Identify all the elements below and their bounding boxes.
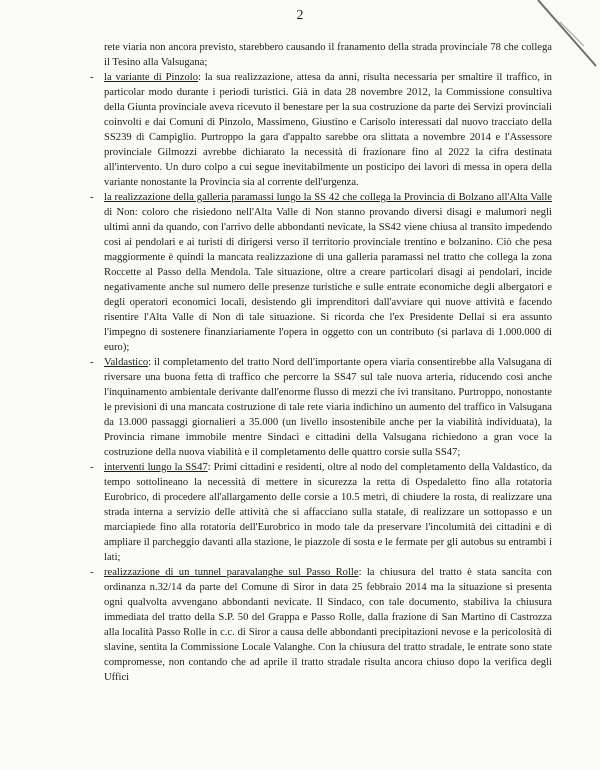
- item-text: : il completamento del tratto Nord dell'importante opera viaria consentirebbe alla Valsugana di riversare una buona fetta di traffico che percorre la SS47 sul tale nuova arteria, riducendo così anche l'inquinamento ambientale derivante dall'enorme flusso di mezzi che ivi transitano. Purtroppo, nonostante le previsioni di una mancata costruzione di tale rete viaria indichino un aumento del traffico in Valsugana da 13.000 passaggi giornalieri a 35.000 (un livello insostenibile anche per la viabilità individuata), la Provincia rimane immobile mentre Sindaci e cittadini della Valsugana richiedono a gran voce la costruzione della nuova viabilità e il completamento delle quattro corsie sulla SS47;: [104, 357, 552, 458]
- item-text: : la chiusura del tratto è stata sancita con ordinanza n.32/14 da parte del Comune di Siror in data 25 febbraio 2014 ma la situazione si presenta ogni qualvolta avvengano abbondanti nevicate. Il Sindaco, con tale documento, stabiliva la chiusura immediata del tratto della S.P. 50 del Grappa e Passo Rolle, dalla frazione di San Martino di Castrozza alla località Passo Rolle in c.c. di Siror a causa delle abbondanti precipitazioni nevose e la pericolosità di slavine, sentita la Commissione Locale Valanghe. Con la chiusura del tratto stradale, le entrate sono state compromesse, non contando che ad aprile il tratto stradale risulta ancora chiuso dopo la verifica degli Uffici: [104, 567, 552, 683]
- item-text: : Primi cittadini e residenti, oltre al nodo del completamento della Valdastico, da tempo sottolineano la necessità di mettere in sicurezza la retta di Ospedaletto fino alla rotatoria Eurobrico, di procedere all'allargamento delle corsie a 10.5 metri, di chiudere la rosta, di realizzare una strada interna a servizio delle attività che si affacciano sulla statale, di realizzare un sottopasso e un marciapiede fino alla rotatoria dell'Eurobrico in modo tale da preservare l'incolumità dei cittadini e di ampliare il parcheggio davanti alla stazione, le piazzole di sosta e le fermate per gli autobus su entrambi i lati;: [104, 462, 553, 563]
- list-item: [90, 460, 552, 565]
- list-item: [90, 70, 552, 190]
- list-item: [90, 190, 552, 355]
- item-topic: interventi lungo la SS47: [104, 462, 208, 473]
- list-bullet: -: [90, 462, 94, 473]
- intro-paragraph: rete viaria non ancora previsto, starebbero causando il franamento della strada provinciale 78 che collega il Tesino alla Valsugana;: [104, 42, 552, 68]
- item-text: di Non: coloro che risiedono nell'Alta Valle di Non stanno provando diversi disagi e malumori negli ultimi anni da quando, con l'arrivo delle abbondanti nevicate, la SS42 viene chiusa al transito impedendo così ai pendolari e ai turisti di dirigersi verso il territorio provinciale trentino e bolzanino. Ciò che pesa maggiormente è quindi la mancata realizzazione di una galleria paramassi nel tratto che collega la zona Roccette al Passo della Mendola. Tale situazione, oltre a creare particolari disagi ai pendolari, incide negativamente anche sul numero delle presenze turistiche e sulle entrate economiche degli albergatori e degli operatori economici locali, desistendo gli imprenditori dall'avviare qui nuove attività e facendo risentire l'Alta Valle di Non di tale situazione. Si ricorda che l'ex Presidente Dellai si era assunto l'impegno di sostenere finanziariamente l'opera in oggetto con un contributo (si parlava di 1.000.000 di euro);: [104, 207, 552, 353]
- item-topic: la variante di Pinzolo: [104, 72, 198, 83]
- item-topic: Valdastico: [104, 357, 149, 368]
- list-item: [90, 565, 552, 685]
- list-bullet: -: [90, 72, 94, 83]
- item-text: : la sua realizzazione, attesa da anni, risulta necessaria per smaltire il traffico, in particolar modo durante i periodi turistici. Già in data 28 novembre 2012, la Commissione consultiva della Giunta provinciale aveva ricevuto il benestare per la sua costruzione da parte dei Servizi provinciali coinvolti e dai Comuni di Pinzolo, Massimeno, Giustino e Carisolo interessati dal nuovo tracciato della SS239 di Campiglio. Purtroppo la gara d'appalto sarebbe ora slittata a novembre 2014 e l'Assessore provinciale Gilmozzi avrebbe dichiarato la necessità di frazionare fino al 2022 la cifra destinata all'intervento. Un duro colpo a cui segue inevitabilmente un posticipo dei lavori di messa in opera della variante nonostante la Provincia sia al corrente dell'urgenza.: [104, 72, 552, 188]
- list-bullet: -: [90, 357, 94, 368]
- page-number: 2: [296, 8, 304, 23]
- list-bullet: -: [90, 192, 94, 203]
- list-bullet: -: [90, 567, 94, 578]
- document-body: [90, 40, 552, 685]
- bullet-list: [90, 70, 552, 685]
- item-topic: realizzazione di un tunnel paravalanghe sul Passo Rolle: [104, 567, 359, 578]
- item-topic: la realizzazione della galleria paramassi lungo la SS 42 che collega la Provincia di Bolzano all'Alta Valle: [104, 192, 552, 203]
- list-item: [90, 355, 552, 460]
